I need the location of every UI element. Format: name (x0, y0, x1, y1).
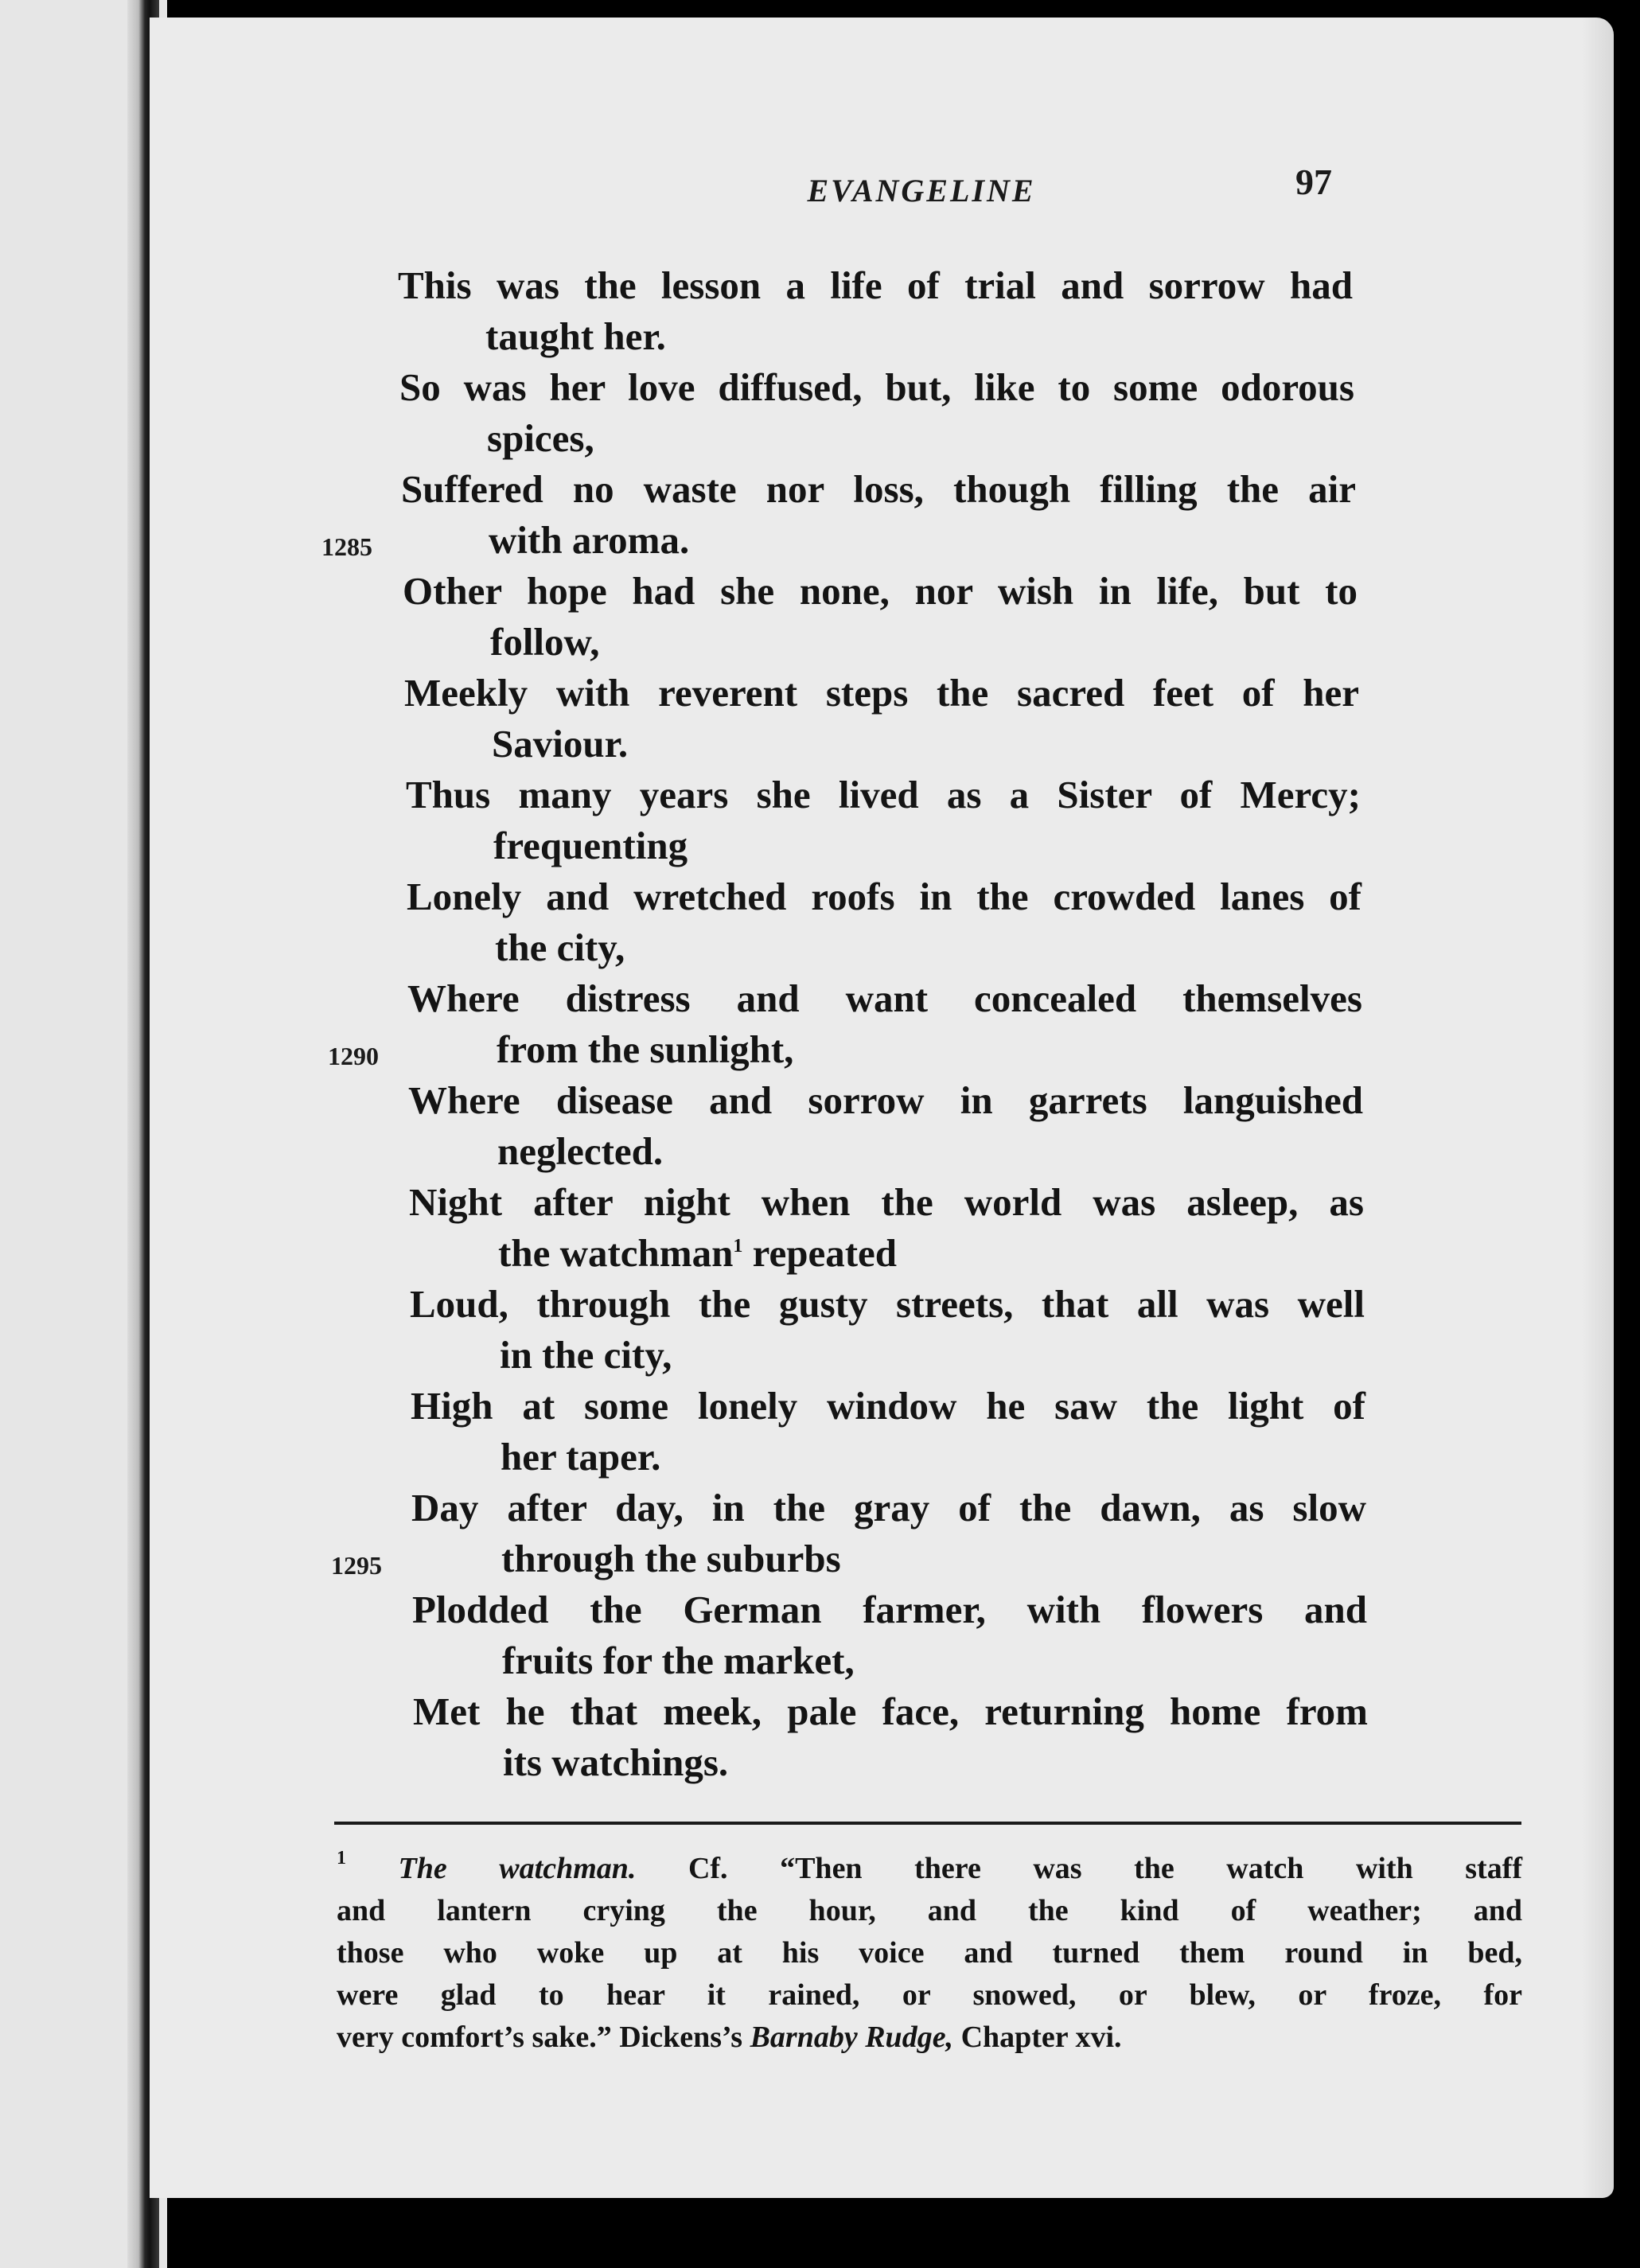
line-number: 1285 (321, 532, 372, 561)
verse-line-text: Where distress and want concealed themselves (407, 976, 1362, 1020)
footnote-marker: 1 (337, 1848, 346, 1869)
footnote-line: were glad to hear it rained, or snowed, or blew, or froze, for (337, 1978, 1522, 2012)
verse-line-text: Night after night when the world was asleep, as (409, 1180, 1364, 1224)
verse-line-text: High at some lonely window he saw the light of (411, 1384, 1365, 1428)
poem-line-continuation (150, 922, 1614, 973)
page-header (150, 154, 1614, 218)
verse-wrap-text: follow, (490, 620, 600, 664)
poem-line-continuation (150, 413, 1614, 464)
verse-line-text: Other hope had she none, nor wish in life, but to (403, 569, 1358, 613)
poem-body (150, 260, 1614, 1788)
poem-line (150, 668, 1614, 719)
poem-line-continuation (150, 1432, 1614, 1483)
line-number: 1295 (331, 1551, 382, 1580)
poem-line-continuation (150, 617, 1614, 668)
verse-wrap-text: Saviour. (492, 722, 629, 766)
footnote-reference[interactable]: 1 (733, 1236, 743, 1257)
verse-wrap-text (498, 1228, 897, 1279)
verse-line-text: Meekly with reverent steps the sacred feet of her (404, 671, 1359, 715)
poem-line (150, 1075, 1614, 1126)
poem-line (150, 362, 1614, 413)
verse-wrap-text: from the sunlight, (497, 1027, 794, 1071)
poem-line (150, 1177, 1614, 1228)
verse-wrap-text: in the city, (500, 1333, 672, 1377)
poem-line (150, 1381, 1614, 1432)
footnote-lemma: The watchman. (398, 1852, 637, 1885)
poem-line (150, 1584, 1614, 1635)
verse-line-text: Thus many years she lived as a Sister of Mercy; (406, 773, 1361, 816)
poem-line-continuation (150, 1533, 1614, 1584)
poem-line-continuation (150, 311, 1614, 362)
poem-line-continuation (150, 1330, 1614, 1381)
verse-line-text: Suffered no waste nor loss, though filling the air (401, 467, 1356, 511)
poem-line (150, 973, 1614, 1024)
book-page (150, 18, 1614, 2198)
verse-wrap-text-part: repeated (752, 1231, 898, 1275)
poem-line (150, 260, 1614, 311)
poem-line-continuation (150, 1126, 1614, 1177)
footnote-line: those who woke up at his voice and turned them round in bed, (337, 1936, 1522, 1970)
line-number: 1290 (328, 1042, 379, 1070)
footnote-text: very comfort’s sake.” Dickens’s (337, 2021, 743, 2054)
poem-line-continuation (150, 1024, 1614, 1075)
poem-line-continuation (150, 1228, 1614, 1279)
poem-line (150, 1483, 1614, 1533)
poem-line (150, 464, 1614, 515)
poem-line-continuation (150, 515, 1614, 566)
poem-line-continuation (150, 1635, 1614, 1686)
page-number: 97 (1295, 162, 1332, 202)
verse-wrap-text: with aroma. (489, 518, 690, 562)
verse-line-text: Met he that meek, pale face, returning home from (413, 1689, 1368, 1733)
poem-line-continuation (150, 1737, 1614, 1788)
verse-wrap-text: its watchings. (503, 1740, 729, 1784)
verse-wrap-text: her taper. (501, 1435, 661, 1479)
verse-line-text: Day after day, in the gray of the dawn, as slow (411, 1486, 1366, 1530)
footnote (337, 1848, 1522, 2059)
verse-wrap-text: frequenting (493, 824, 688, 867)
verse-line-text: Lonely and wretched roofs in the crowded lanes of (407, 875, 1361, 918)
footnote-book-title: Barnaby Rudge, (750, 2021, 954, 2054)
verse-line-text: Loud, through the gusty streets, that all was well (410, 1282, 1365, 1326)
footnote-text: Chapter xvi. (960, 2021, 1122, 2054)
verse-line-text: So was her love diffused, but, like to some odorous (399, 365, 1354, 409)
poem-line-continuation (150, 820, 1614, 871)
verse-line-text: Plodded the German farmer, with flowers and (412, 1588, 1367, 1631)
poem-line (150, 566, 1614, 617)
verse-wrap-text: the city, (495, 926, 625, 969)
poem-line (150, 1279, 1614, 1330)
verse-wrap-text: through the suburbs (501, 1537, 841, 1580)
verse-wrap-text-part: the watchman (498, 1231, 734, 1275)
running-title: EVANGELINE (807, 173, 1036, 208)
footnote-rule (334, 1822, 1521, 1825)
verse-wrap-text: taught her. (485, 314, 666, 358)
verse-wrap-text: fruits for the market, (502, 1639, 855, 1682)
poem-line-continuation (150, 719, 1614, 770)
footnote-line: and lantern crying the hour, and the kind of weather; and (337, 1894, 1522, 1927)
footnote-text: Cf. “Then there was the watch with staff (688, 1852, 1523, 1885)
footnote-line (337, 1848, 1522, 1890)
verse-line-text: Where disease and sorrow in garrets languished (408, 1078, 1363, 1122)
verse-wrap-text: spices, (487, 416, 594, 460)
poem-line (150, 1686, 1614, 1737)
verse-line-text: This was the lesson a life of trial and sorrow had (398, 263, 1353, 307)
poem-line (150, 871, 1614, 922)
poem-line (150, 770, 1614, 820)
footnote-line (337, 2017, 1522, 2059)
verse-wrap-text: neglected. (497, 1129, 664, 1173)
